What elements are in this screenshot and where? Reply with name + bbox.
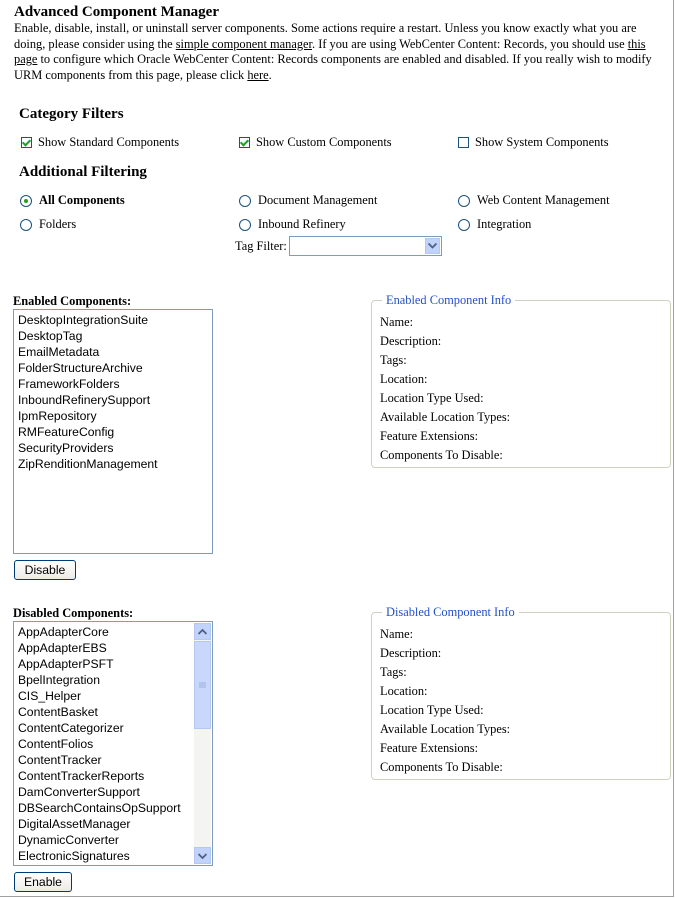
intro-text	[14, 21, 666, 83]
radio-folders-label: Folders	[39, 217, 77, 231]
list-item[interactable]: AppAdapterEBS	[18, 641, 107, 655]
info-description-label: Description:	[380, 334, 442, 348]
radio-all-components-label: All Components	[39, 193, 125, 207]
scroll-thumb[interactable]	[194, 641, 211, 729]
list-item[interactable]: IpmRepository	[18, 409, 97, 423]
list-item[interactable]: SecurityProviders	[18, 441, 114, 455]
scroll-grip-icon	[199, 682, 206, 689]
radio-folders[interactable]	[20, 217, 76, 232]
intro-text-4: .	[268, 67, 272, 82]
info-feature-extensions-label: Feature Extensions:	[380, 741, 479, 755]
disabled-components-label: Disabled Components:	[13, 606, 134, 620]
show-standard-label: Show Standard Components	[38, 135, 180, 149]
this-page-link[interactable]: this page	[14, 36, 646, 66]
list-item[interactable]: FrameworkFolders	[18, 377, 120, 391]
list-item[interactable]: RMFeatureConfig	[18, 425, 115, 439]
radio-unselected-icon[interactable]	[239, 195, 251, 207]
show-system-checkbox[interactable]	[458, 135, 609, 150]
additional-filtering-heading: Additional Filtering	[19, 164, 147, 180]
info-tags-label: Tags:	[380, 353, 407, 367]
info-name-label: Name:	[380, 315, 414, 329]
list-item[interactable]: ContentBasket	[18, 705, 98, 719]
show-custom-checkbox[interactable]	[239, 135, 392, 150]
enabled-components-label: Enabled Components:	[13, 294, 132, 308]
list-item[interactable]: DamConverterSupport	[18, 785, 140, 799]
radio-document-management[interactable]	[239, 193, 377, 208]
tag-filter-select[interactable]	[289, 236, 442, 256]
vertical-scrollbar[interactable]	[194, 623, 211, 864]
radio-unselected-icon[interactable]	[458, 219, 470, 231]
radio-unselected-icon[interactable]	[239, 219, 251, 231]
checkbox-checked-icon[interactable]	[21, 137, 32, 148]
list-item[interactable]: ZipRenditionManagement	[18, 457, 158, 471]
list-item[interactable]: ContentTracker	[18, 753, 102, 767]
info-components-to-disable-label: Components To Disable:	[380, 448, 503, 462]
info-location-label: Location:	[380, 684, 428, 698]
list-item[interactable]: BpelIntegration	[18, 673, 100, 687]
here-link[interactable]: here	[247, 67, 269, 82]
radio-inbound-refinery[interactable]	[239, 217, 346, 232]
scroll-down-arrow-icon[interactable]	[194, 847, 211, 864]
radio-web-content-management[interactable]	[458, 193, 610, 208]
list-item[interactable]: ContentCategorizer	[18, 721, 124, 735]
list-item[interactable]: DBSearchContainsOpSupport	[18, 801, 181, 815]
intro-text-3: to configure which Oracle WebCenter Content: Records components are enabled and disabled. If you really wish to modify URM components from this page, please click	[14, 52, 652, 82]
show-system-label: Show System Components	[475, 135, 609, 149]
scroll-up-arrow-icon[interactable]	[194, 623, 211, 640]
info-location-type-used-label: Location Type Used:	[380, 703, 484, 717]
list-item[interactable]: ContentTrackerReports	[18, 769, 145, 783]
intro-text-1: Enable, disable, install, or uninstall server components. Some actions require a restart. Unless you know exactly what you are doing, please consider using the	[14, 21, 637, 51]
tag-filter	[235, 236, 442, 256]
disable-button[interactable]: Disable	[14, 560, 76, 580]
checkbox-unchecked-icon[interactable]	[458, 137, 469, 148]
disabled-component-info-legend: Disabled Component Info	[382, 605, 519, 620]
info-description-label: Description:	[380, 646, 442, 660]
info-available-location-types-label: Available Location Types:	[380, 722, 511, 736]
radio-unselected-icon[interactable]	[20, 219, 32, 231]
simple-component-manager-link[interactable]: simple component manager	[175, 36, 312, 51]
info-name-label: Name:	[380, 627, 414, 641]
radio-inbound-refinery-label: Inbound Refinery	[258, 217, 346, 231]
show-standard-checkbox[interactable]	[21, 135, 179, 150]
checkbox-checked-icon[interactable]	[239, 137, 250, 148]
enabled-components-list[interactable]	[13, 309, 213, 554]
enable-button[interactable]: Enable	[14, 872, 72, 892]
info-location-type-used-label: Location Type Used:	[380, 391, 484, 405]
radio-all-components[interactable]	[20, 193, 125, 208]
enabled-component-info	[371, 293, 671, 468]
list-item[interactable]: ContentFolios	[18, 737, 94, 751]
intro-text-2: . If you are using WebCenter Content: Records, you should use	[312, 36, 628, 51]
info-location-label: Location:	[380, 372, 428, 386]
radio-selected-icon[interactable]	[20, 195, 32, 207]
list-item[interactable]: InboundRefinerySupport	[18, 393, 151, 407]
disabled-components-list[interactable]	[13, 621, 213, 866]
list-item[interactable]: CIS_Helper	[18, 689, 81, 703]
list-item[interactable]: DynamicConverter	[18, 833, 119, 847]
category-filters-heading: Category Filters	[19, 106, 124, 122]
info-tags-label: Tags:	[380, 665, 407, 679]
list-item[interactable]: AppAdapterPSFT	[18, 657, 114, 671]
info-components-to-disable-label: Components To Disable:	[380, 760, 503, 774]
tag-filter-label: Tag Filter:	[235, 238, 287, 253]
list-item[interactable]: DesktopIntegrationSuite	[18, 313, 149, 327]
chevron-down-icon[interactable]	[425, 238, 440, 254]
enabled-component-info-legend: Enabled Component Info	[382, 293, 515, 308]
radio-web-content-management-label: Web Content Management	[477, 193, 610, 207]
list-item[interactable]: FolderStructureArchive	[18, 361, 143, 375]
radio-integration-label: Integration	[477, 217, 532, 231]
radio-integration[interactable]	[458, 217, 531, 232]
list-item[interactable]: AppAdapterCore	[18, 625, 109, 639]
disabled-component-info	[371, 605, 671, 780]
list-item[interactable]: EmailMetadata	[18, 345, 100, 359]
radio-unselected-icon[interactable]	[458, 195, 470, 207]
list-item[interactable]: DesktopTag	[18, 329, 83, 343]
info-available-location-types-label: Available Location Types:	[380, 410, 511, 424]
page-title: Advanced Component Manager	[14, 4, 219, 20]
radio-document-management-label: Document Management	[258, 193, 378, 207]
list-item[interactable]: DigitalAssetManager	[18, 817, 131, 831]
show-custom-label: Show Custom Components	[256, 135, 392, 149]
info-feature-extensions-label: Feature Extensions:	[380, 429, 479, 443]
list-item[interactable]: ElectronicSignatures	[18, 849, 130, 863]
